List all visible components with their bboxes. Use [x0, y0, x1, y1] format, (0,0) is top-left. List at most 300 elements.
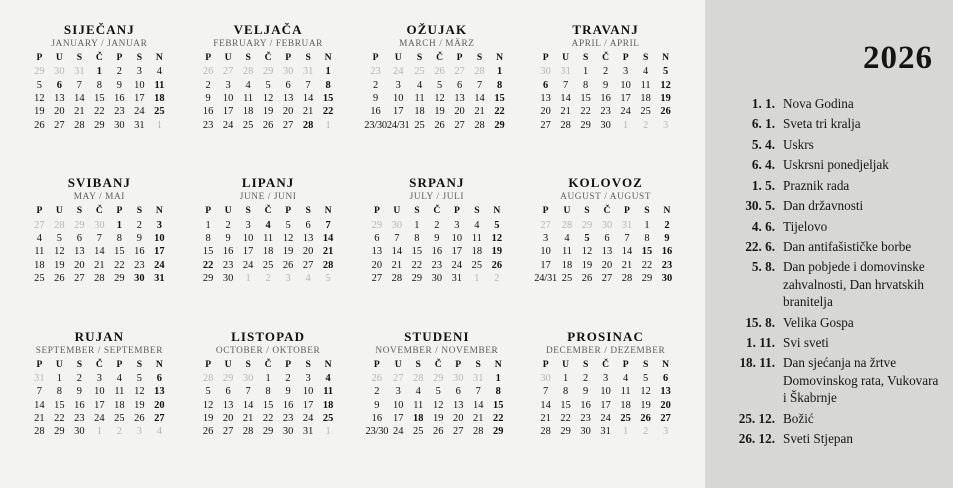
day-cell: 6	[305, 219, 311, 231]
day-cell: 24	[393, 426, 404, 438]
day-cell: 15	[54, 399, 65, 411]
day-cell: 10	[600, 386, 611, 398]
month-grid	[29, 205, 169, 285]
day-cell: 1	[623, 119, 629, 131]
day-cell: 17	[302, 399, 314, 411]
day-cell: 8	[495, 386, 501, 398]
day-cell: 2	[285, 372, 291, 384]
day-cell: 23/30	[365, 426, 389, 438]
day-cell: 3	[136, 66, 142, 78]
day-cell: 9	[372, 92, 379, 104]
holiday-name: Dan sjećanja na žrtve Domovinskog rata, Vukovara i Škabrnje	[783, 355, 939, 406]
month-grid	[198, 205, 338, 285]
holiday-row	[721, 197, 939, 214]
day-cell: 13	[282, 92, 294, 104]
month-grid	[367, 205, 507, 285]
day-cell: 14	[322, 232, 334, 244]
day-cell: 5	[325, 273, 331, 285]
week-row	[536, 412, 676, 425]
weekday-header: S	[582, 52, 589, 63]
day-cell: 28	[242, 66, 254, 78]
day-cell: 18	[561, 259, 573, 271]
day-cell: 29	[494, 119, 505, 131]
day-cell: 3	[603, 372, 609, 384]
day-cell: 30	[54, 66, 65, 78]
weekday-header: N	[493, 205, 501, 217]
day-cell: 6	[156, 372, 162, 384]
months-grid	[18, 22, 687, 478]
week-row	[367, 218, 507, 231]
month-grid	[536, 359, 676, 439]
month-grid	[29, 359, 169, 439]
day-cell: 17	[451, 246, 463, 258]
week-row	[29, 78, 169, 91]
day-cell: 1	[495, 372, 501, 384]
day-cell: 6	[543, 79, 549, 91]
day-cell: 13	[454, 92, 465, 104]
day-cell: 12	[202, 399, 214, 411]
day-cell: 28	[391, 273, 403, 285]
weekday-header: P	[36, 358, 43, 370]
day-cell: 4	[156, 66, 162, 78]
day-cell: 26	[54, 273, 65, 285]
day-cell: 24/31	[386, 119, 410, 131]
weekday-header: P	[373, 205, 380, 217]
week-row	[536, 92, 676, 105]
day-cell: 15	[560, 399, 571, 411]
month-block	[187, 329, 350, 478]
weekday-header: S	[136, 358, 143, 370]
holiday-name: Dan antifašističke borbe	[783, 238, 912, 254]
day-cell: 18	[114, 399, 125, 411]
day-cell: 20	[154, 399, 165, 411]
day-cell: 26	[202, 426, 214, 438]
day-cell: 5	[663, 66, 669, 78]
week-row	[198, 412, 338, 425]
weekday-header: N	[155, 205, 163, 217]
week-row	[536, 78, 676, 91]
holiday-row	[721, 136, 939, 153]
day-cell: 16	[222, 246, 234, 258]
day-cell: 26	[491, 259, 503, 271]
day-cell: 2	[643, 426, 649, 438]
day-cell: 10	[134, 79, 145, 91]
month-subtitle: AUGUST / AUGUST	[560, 192, 652, 203]
month-grid	[366, 359, 509, 439]
day-cell: 1	[205, 219, 211, 231]
day-cell: 28	[561, 219, 573, 231]
day-cell: 28	[473, 426, 484, 438]
weekday-header: Č	[264, 52, 272, 63]
month-subtitle: FEBRUARY / FEBRUAR	[213, 39, 323, 49]
weekday-header: S	[305, 52, 311, 63]
weekday-header: U	[394, 52, 402, 63]
day-cell: 24	[600, 413, 611, 425]
day-cell: 17	[600, 399, 611, 411]
weekday-header: P	[285, 205, 292, 217]
day-cell: 1	[116, 219, 122, 231]
day-cell: 29	[493, 426, 504, 438]
day-cell: 4	[265, 219, 271, 231]
day-cell: 31	[451, 273, 463, 285]
day-cell: 4	[416, 79, 423, 91]
holiday-date: 1. 1.	[751, 96, 775, 111]
day-cell: 2	[205, 79, 211, 91]
day-cell: 1	[325, 426, 331, 438]
day-cell: 13	[302, 232, 314, 244]
month-grid	[198, 52, 338, 132]
day-cell: 21	[94, 259, 105, 271]
day-cell: 4	[474, 219, 480, 231]
day-cell: 11	[414, 92, 425, 104]
weekday-header: P	[372, 52, 379, 63]
day-cell: 19	[640, 399, 651, 411]
day-cell: 9	[664, 232, 670, 244]
day-cell: 22	[262, 413, 274, 425]
day-cell: 7	[305, 79, 311, 91]
day-cell: 11	[413, 399, 424, 411]
weekday-header: N	[324, 52, 332, 63]
day-cell: 31	[473, 372, 484, 384]
month-subtitle: OCTOBER / OKTOBER	[215, 345, 321, 356]
weekday-header: N	[155, 358, 163, 370]
day-cell: 10	[393, 92, 404, 104]
holiday-name: Velika Gospa	[783, 314, 854, 330]
holiday-date: 25. 12.	[738, 410, 775, 426]
week-row	[198, 398, 338, 411]
weekday-header: N	[324, 205, 332, 217]
day-cell: 24	[242, 259, 254, 271]
day-cell: 21	[621, 259, 633, 271]
day-cell: 24	[154, 259, 165, 271]
day-cell: 28	[34, 426, 45, 438]
day-cell: 29	[581, 219, 593, 231]
day-cell: 10	[620, 79, 631, 91]
day-cell: 31	[302, 66, 314, 78]
day-cell: 28	[74, 119, 85, 131]
day-cell: 17	[222, 106, 234, 118]
day-cell: 27	[302, 259, 314, 271]
month-grid	[364, 52, 509, 132]
day-cell: 7	[245, 386, 251, 398]
weekday-header: S	[584, 205, 590, 217]
day-cell: 28	[302, 119, 314, 131]
day-cell: 8	[205, 232, 211, 244]
day-cell: 20	[601, 259, 613, 271]
week-row	[198, 245, 338, 258]
month-name: SRPANJ	[409, 175, 465, 191]
day-cell: 23	[282, 413, 294, 425]
day-cell: 11	[640, 79, 651, 91]
week-row	[29, 412, 169, 425]
weekday-header: P	[455, 358, 462, 370]
day-cell: 30	[114, 119, 125, 131]
day-cell: 4	[415, 386, 421, 398]
day-cell: 25	[242, 119, 254, 131]
day-cell: 30	[600, 119, 611, 131]
weekday-header: Č	[602, 358, 610, 370]
day-cell: 30	[282, 426, 294, 438]
day-cell: 29	[202, 273, 214, 285]
weekday-header: S	[415, 358, 421, 370]
week-row	[198, 385, 338, 398]
day-cell: 31	[621, 219, 633, 231]
day-cell: 10	[540, 246, 551, 258]
holiday-date: 5. 4.	[751, 136, 775, 152]
day-cell: 20	[74, 259, 85, 271]
day-cell: 20	[54, 106, 65, 118]
day-cell: 27	[54, 119, 65, 131]
day-cell: 5	[285, 219, 291, 231]
day-cell: 9	[76, 386, 82, 398]
day-cell: 4	[305, 273, 311, 285]
day-cell: 12	[34, 92, 45, 104]
day-cell: 11	[323, 386, 334, 398]
weekday-header: N	[496, 52, 504, 63]
weekday-header: U	[394, 358, 402, 370]
weekday-header: Č	[433, 205, 441, 217]
week-row	[536, 425, 676, 438]
day-cell: 18	[414, 106, 425, 118]
day-cell: 30	[222, 273, 234, 285]
month-block	[18, 175, 181, 324]
day-cell: 31	[134, 119, 145, 131]
weekday-header: P	[285, 358, 292, 370]
day-cell: 3	[543, 232, 549, 244]
day-cell: 4	[245, 79, 251, 91]
day-cell: 2	[116, 426, 122, 438]
week-row	[367, 245, 507, 258]
day-cell: 23	[580, 413, 591, 425]
day-cell: 24	[134, 106, 145, 118]
day-cell: 9	[205, 92, 211, 104]
day-cell: 12	[433, 399, 444, 411]
day-cell: 28	[94, 273, 105, 285]
week-row	[534, 259, 677, 272]
day-cell: 9	[116, 79, 122, 91]
day-cell: 31	[302, 426, 314, 438]
day-cell: 2	[434, 219, 440, 231]
day-cell: 21	[474, 106, 485, 118]
day-cell: 18	[262, 246, 274, 258]
day-cell: 29	[262, 66, 274, 78]
day-cell: 17	[242, 246, 254, 258]
day-cell: 3	[305, 372, 311, 384]
day-cell: 29	[34, 66, 45, 78]
day-cell: 3	[136, 426, 142, 438]
day-cell: 3	[225, 79, 231, 91]
day-cell: 1	[96, 66, 102, 78]
day-cell: 17	[620, 92, 631, 104]
month-block	[524, 22, 687, 171]
day-cell: 23	[134, 259, 145, 271]
month-subtitle: DECEMBER / DEZEMBER	[545, 345, 666, 356]
weekday-header: P	[453, 205, 460, 217]
day-cell: 20	[454, 106, 465, 118]
day-cell: 25	[34, 273, 45, 285]
day-cell: 24/31	[534, 273, 557, 285]
day-cell: 17	[94, 399, 105, 411]
day-cell: 29	[580, 119, 591, 131]
weekday-header: U	[55, 358, 63, 370]
day-cell: 30	[540, 372, 551, 384]
day-cell: 12	[491, 232, 503, 244]
day-cell: 18	[242, 106, 254, 118]
day-cell: 7	[563, 79, 569, 91]
month-name: PROSINAC	[567, 328, 644, 344]
day-cell: 22	[411, 259, 423, 271]
day-cell: 5	[643, 372, 649, 384]
day-cell: 23/30	[364, 119, 387, 131]
month-name: LISTOPAD	[231, 328, 306, 344]
day-cell: 9	[285, 386, 291, 398]
day-cell: 27	[660, 413, 671, 425]
weekday-header: S	[476, 52, 483, 63]
day-cell: 18	[154, 92, 165, 104]
holiday-row	[721, 95, 939, 112]
day-cell: 19	[581, 259, 593, 271]
week-row	[534, 272, 677, 285]
holiday-list	[721, 95, 939, 448]
weekday-header: P	[373, 358, 380, 370]
week-row	[536, 372, 676, 385]
month-block	[524, 175, 687, 324]
day-cell: 20	[282, 106, 294, 118]
weekday-header: S	[136, 205, 143, 217]
week-row	[198, 78, 338, 91]
day-cell: 21	[34, 413, 45, 425]
day-cell: 5	[56, 232, 62, 244]
day-cell: 15	[641, 246, 653, 258]
weekday-header: P	[36, 205, 43, 217]
day-cell: 17	[393, 413, 404, 425]
weekday-header: S	[245, 358, 251, 370]
day-cell: 23	[370, 66, 381, 78]
day-cell: 7	[476, 79, 483, 91]
day-cell: 6	[225, 386, 231, 398]
month-name: OŽUJAK	[406, 22, 468, 37]
day-cell: 8	[563, 386, 569, 398]
day-cell: 30	[601, 219, 613, 231]
weekday-header: S	[642, 358, 649, 370]
weekday-header: Č	[602, 52, 610, 63]
day-cell: 16	[114, 92, 125, 104]
day-cell: 31	[154, 273, 165, 285]
day-cell: 13	[540, 92, 551, 104]
day-cell: 6	[456, 79, 463, 91]
day-cell: 6	[56, 79, 62, 91]
month-block	[187, 175, 350, 324]
day-cell: 26	[434, 119, 445, 131]
day-cell: 12	[581, 246, 593, 258]
month-subtitle: MARCH / MÄRZ	[399, 39, 475, 49]
day-cell: 28	[202, 372, 214, 384]
holidays-panel	[705, 0, 953, 488]
day-cell: 10	[242, 232, 254, 244]
holiday-date: 6. 1.	[751, 116, 775, 132]
holiday-date: 30. 5.	[745, 198, 775, 214]
week-row	[364, 92, 509, 105]
weekday-header: Č	[95, 52, 103, 63]
day-cell: 31	[74, 66, 85, 78]
day-cell: 14	[34, 399, 45, 411]
day-cell: 24	[302, 413, 314, 425]
day-cell: 11	[471, 232, 482, 244]
day-cell: 28	[413, 372, 424, 384]
day-cell: 31	[600, 426, 611, 438]
day-cell: 29	[74, 219, 85, 231]
day-cell: 20	[540, 106, 551, 118]
day-cell: 11	[154, 79, 165, 91]
day-cell: 13	[154, 386, 165, 398]
day-cell: 8	[496, 79, 503, 91]
day-cell: 15	[202, 246, 214, 258]
day-cell: 21	[473, 413, 484, 425]
week-row	[29, 372, 169, 385]
day-cell: 13	[54, 92, 65, 104]
day-cell: 7	[36, 386, 42, 398]
day-cell: 30	[134, 273, 145, 285]
day-cell: 22	[114, 259, 125, 271]
week-row	[29, 385, 169, 398]
day-cell: 22	[494, 106, 505, 118]
weekday-header: S	[475, 358, 481, 370]
day-cell: 28	[474, 119, 485, 131]
day-cell: 21	[302, 106, 314, 118]
month-subtitle: JULY / JULI	[409, 192, 465, 203]
holiday-date: 1. 5.	[751, 177, 775, 193]
day-cell: 2	[225, 219, 231, 231]
day-cell: 4	[325, 372, 331, 384]
day-cell: 1	[414, 219, 420, 231]
month-block	[187, 22, 350, 171]
weekday-header: Č	[434, 358, 442, 370]
day-cell: 19	[34, 106, 45, 118]
day-cell: 21	[560, 106, 571, 118]
holiday-name: Dan pobjede i domovinske zahvalnosti, Dan hrvatskih branitelja	[783, 259, 925, 310]
day-cell: 3	[245, 219, 251, 231]
day-cell: 9	[374, 399, 380, 411]
day-cell: 7	[325, 219, 331, 231]
day-cell: 30	[453, 372, 464, 384]
day-cell: 6	[663, 372, 669, 384]
weekday-header: S	[76, 52, 83, 63]
week-row	[198, 92, 338, 105]
week-row	[198, 372, 338, 385]
week-row	[29, 65, 169, 78]
month-name: VELJAČA	[233, 22, 303, 37]
day-cell: 27	[222, 66, 234, 78]
day-cell: 31	[34, 372, 45, 384]
day-cell: 8	[116, 232, 122, 244]
weekday-header: N	[155, 52, 163, 63]
day-cell: 14	[473, 399, 484, 411]
weekday-header: P	[542, 205, 549, 217]
day-cell: 29	[262, 426, 274, 438]
day-cell: 21	[322, 246, 334, 258]
day-cell: 8	[56, 386, 62, 398]
weekday-header: S	[414, 205, 420, 217]
day-cell: 15	[322, 92, 334, 104]
weekday-header: S	[305, 205, 311, 217]
week-row	[29, 232, 169, 245]
holiday-name: Tijelovo	[783, 218, 828, 234]
weekday-header: U	[224, 205, 232, 217]
day-cell: 14	[560, 92, 571, 104]
week-row	[364, 119, 509, 132]
day-cell: 4	[643, 66, 649, 78]
day-cell: 10	[94, 386, 105, 398]
